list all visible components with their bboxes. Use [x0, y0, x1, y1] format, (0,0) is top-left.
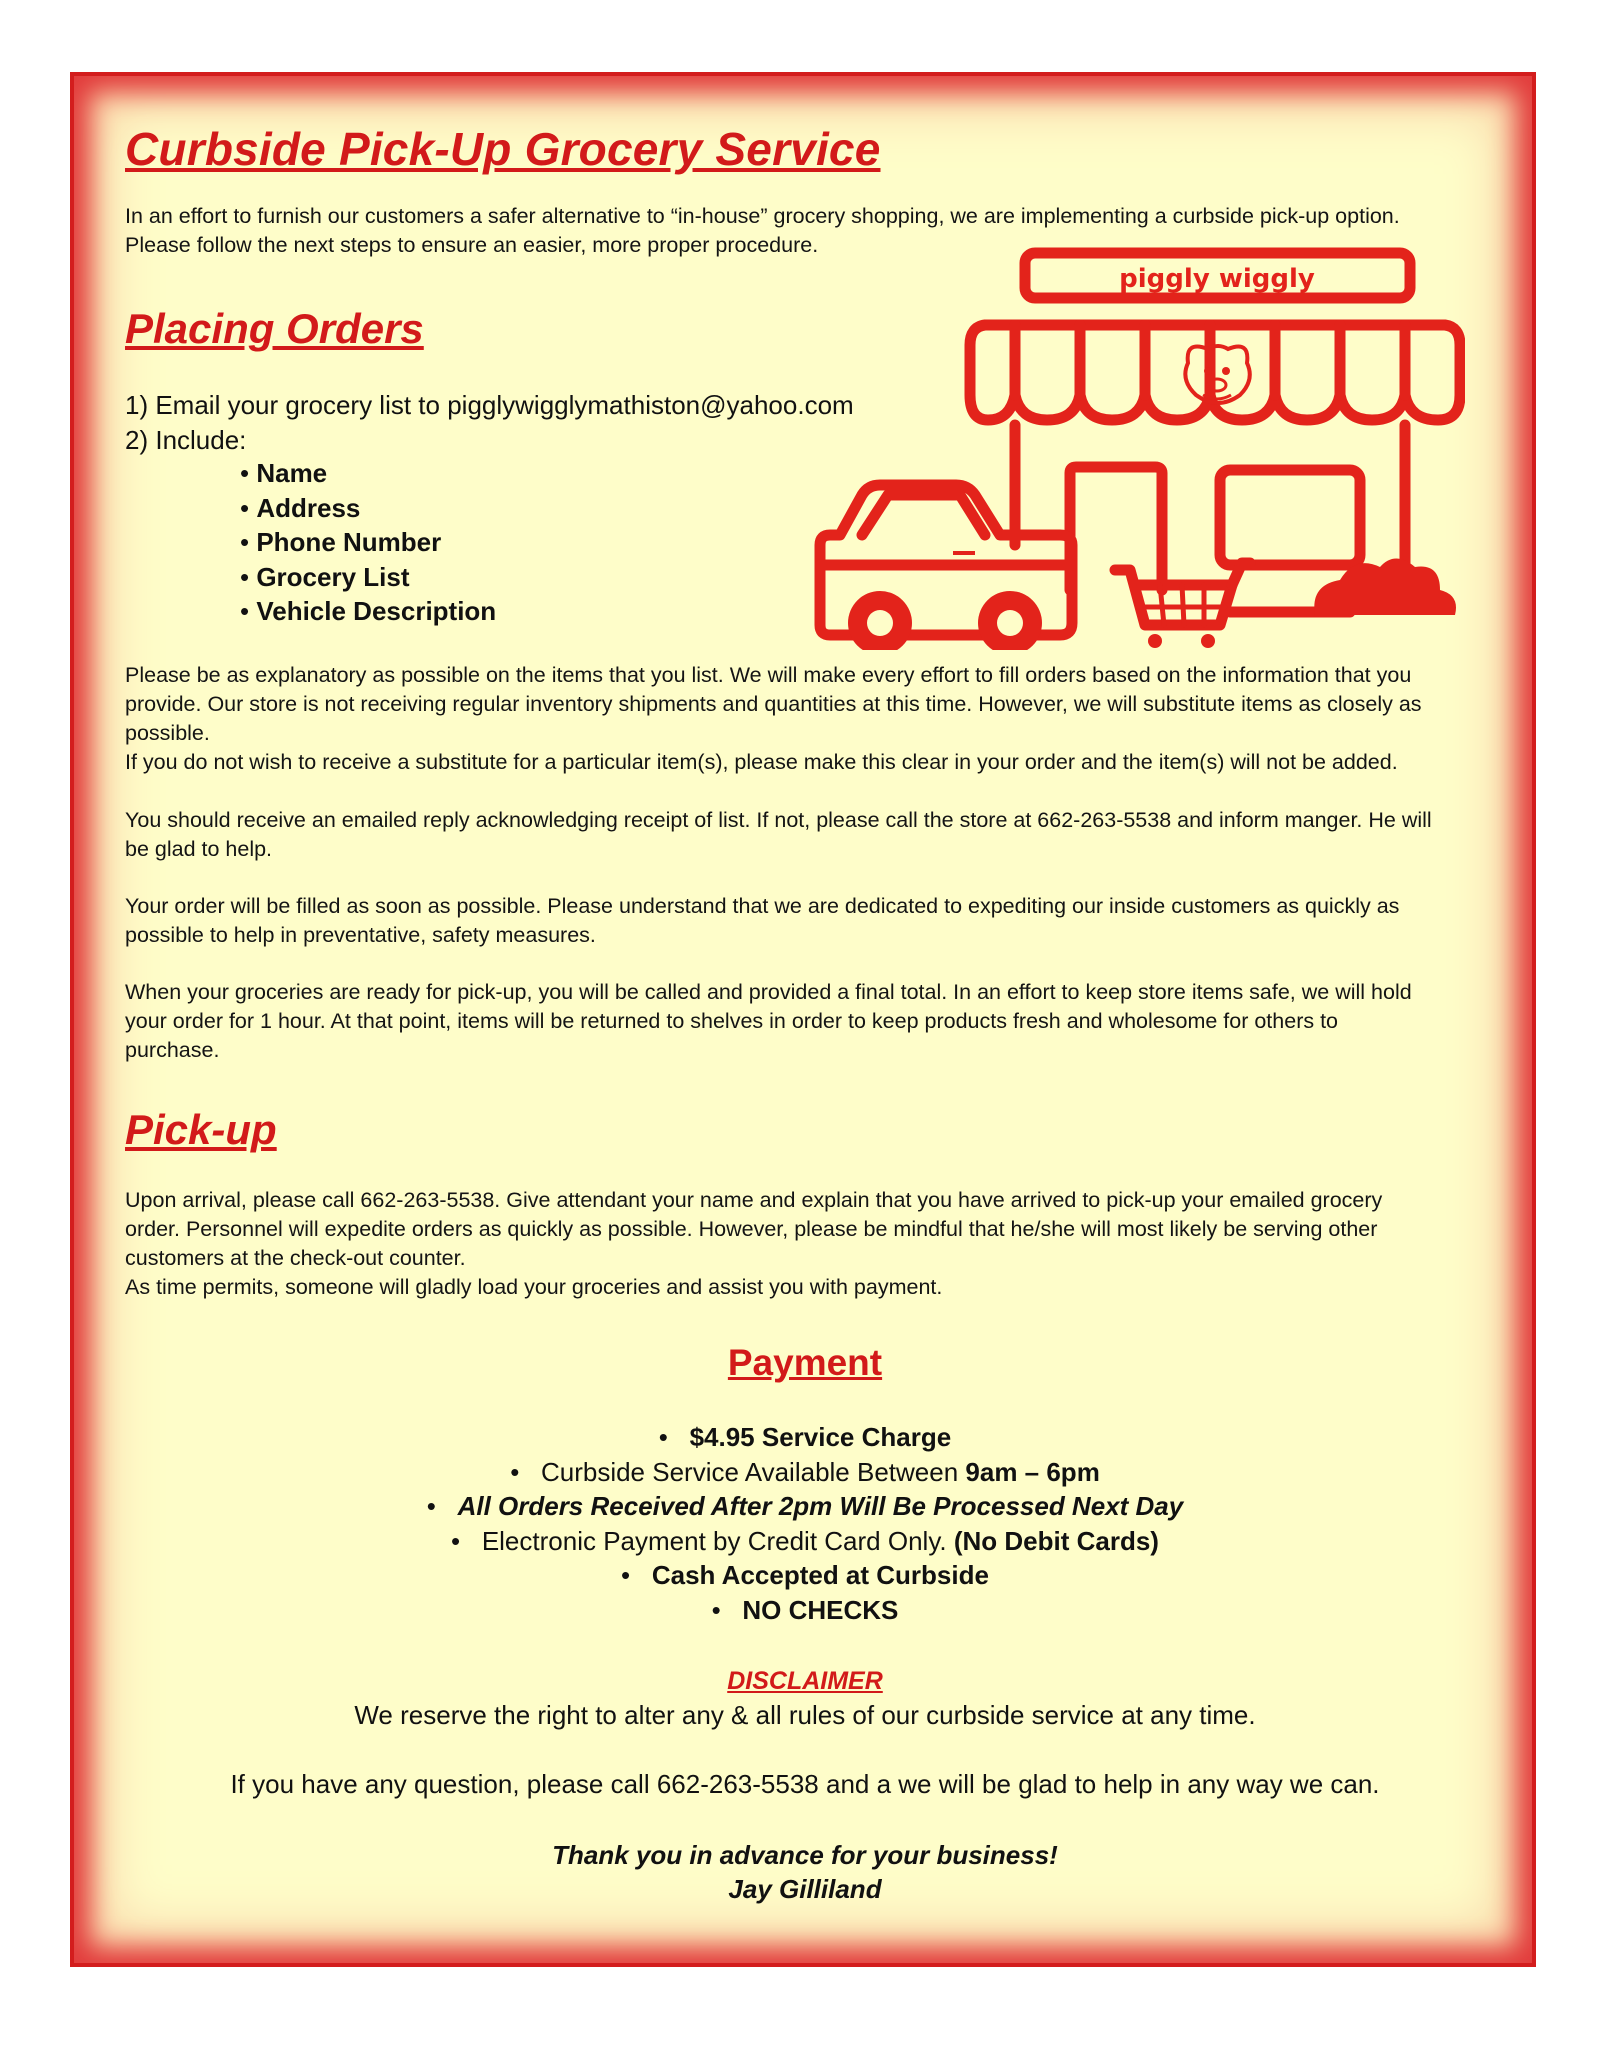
car-handle — [953, 551, 975, 555]
include-item — [240, 491, 496, 526]
store-sign-text: piggly wiggly — [1119, 264, 1315, 294]
page-title: Curbside Pick-Up Grocery Service — [125, 123, 881, 175]
cart-wheel — [1148, 634, 1162, 648]
question-line: If you have any question, please call 662-263-5538 and a we will be glad to help in any way we can. — [230, 1769, 1380, 1799]
pig-mascot-icon — [1185, 346, 1249, 403]
payment-list — [120, 1420, 1490, 1627]
intro-line-2: Please follow the next steps to ensure an easier, more proper procedure. — [125, 233, 819, 257]
include-item-label: Name — [256, 458, 328, 488]
disclaimer-heading: DISCLAIMER — [727, 1667, 883, 1695]
thanks-block — [120, 1838, 1490, 1906]
notes-p1-line2: provide. Our store is not receiving regular inventory shipments and quantities at this time. However, we will substitute items as closely as — [125, 692, 1422, 716]
thanks-line: Thank you in advance for your business! — [552, 1840, 1058, 1870]
payment-item — [120, 1558, 1490, 1593]
payment-item — [120, 1420, 1490, 1455]
notes-p1-line3: possible. — [125, 721, 210, 745]
notes-p3-line2: possible to help in preventative, safety measures. — [125, 923, 596, 947]
notes-p1-line4: If you do not wish to receive a substitute for a particular item(s), please make this clear in your order and the item(s) will not be added. — [125, 750, 1398, 774]
awning-stripes — [1015, 325, 1405, 395]
store-illustration — [810, 245, 1465, 650]
include-list — [240, 456, 496, 629]
payment-item — [120, 1524, 1490, 1559]
payment-item — [120, 1489, 1490, 1524]
pickup-line2: order. Personnel will expedite orders as quickly as possible. However, please be mindful that he/she will most likely be serving other — [125, 1217, 1378, 1241]
notes-p1-line1: Please be as explanatory as possible on the items that you list. We will make every effort to fill orders based on the information that you — [125, 663, 1412, 687]
intro-line-1: In an effort to furnish our customers a safer alternative to “in-house” grocery shopping, we are implementing a curbside pick-up option. — [125, 204, 1400, 228]
payment-item-text: Electronic Payment by Credit Card Only. — [481, 1525, 954, 1556]
signature: Jay Gilliland — [728, 1874, 882, 1904]
include-item-label: Grocery List — [256, 561, 410, 592]
payment-item-text: $4.95 Service Charge — [689, 1422, 952, 1452]
order-step-1: 1) Email your grocery list to pigglywigglymathiston@yahoo.com — [125, 390, 854, 420]
notes-p4-line1: When your groceries are ready for pick-up, you will be called and provided a final total. In an effort to keep store items safe, we will hold — [125, 980, 1412, 1004]
payment-item-text: NO CHECKS — [742, 1594, 899, 1625]
include-item — [240, 560, 496, 595]
order-step-2: 2) Include: — [125, 425, 247, 455]
notes-p2-line2: be glad to help. — [125, 837, 273, 861]
payment-item — [120, 1455, 1490, 1490]
include-item — [240, 456, 496, 491]
include-item-label: Vehicle Description — [256, 596, 497, 626]
payment-heading: Payment — [727, 1342, 883, 1383]
cart-basket — [1115, 570, 1232, 625]
notes-p4-line3: purchase. — [125, 1038, 220, 1062]
payment-item-text: Curbside Service Available Between — [540, 1456, 966, 1487]
disclaimer-text: We reserve the right to alter any & all rules of our curbside service at any time. — [354, 1700, 1256, 1730]
payment-item-text: All Orders Received After 2pm Will Be Processed Next Day — [457, 1491, 1184, 1521]
placing-orders-heading: Placing Orders — [125, 305, 424, 352]
include-item — [240, 525, 496, 560]
pickup-line4: As time permits, someone will gladly load your groceries and assist you with payment. — [125, 1275, 943, 1299]
order-steps — [125, 388, 854, 458]
pickup-heading: Pick-up — [125, 1106, 277, 1153]
cart-handle — [1232, 563, 1250, 585]
pickup-line1: Upon arrival, please call 662-263-5538. Give attendant your name and explain that you have arrived to pick-up your emailed grocery — [125, 1188, 1383, 1212]
payment-no-debit: (No Debit Cards) — [953, 1525, 1159, 1556]
cart-wheel — [1201, 634, 1215, 648]
notes-p2-line1: You should receive an emailed reply acknowledging receipt of list. If not, please call the store at 662-263-5538 and inform manger. He will — [125, 808, 1432, 832]
notes-p3-line1: Your order will be filled as soon as possible. Please understand that we are dedicated to expediting our inside customers as quickly as — [125, 894, 1400, 918]
store-window — [1220, 470, 1360, 565]
include-item — [240, 594, 496, 629]
payment-item-text: Cash Accepted at Curbside — [651, 1560, 989, 1590]
include-item-label: Address — [256, 492, 361, 523]
payment-item — [120, 1593, 1490, 1628]
car-window — [862, 495, 985, 535]
notes-p4-line2: your order for 1 hour. At that point, items will be returned to shelves in order to keep products fresh and wholesome for others to — [125, 1009, 1339, 1033]
pickup-line3: customers at the check-out counter. — [125, 1246, 466, 1270]
include-item-label: Phone Number — [256, 527, 442, 557]
payment-hours: 9am – 6pm — [965, 1456, 1100, 1487]
